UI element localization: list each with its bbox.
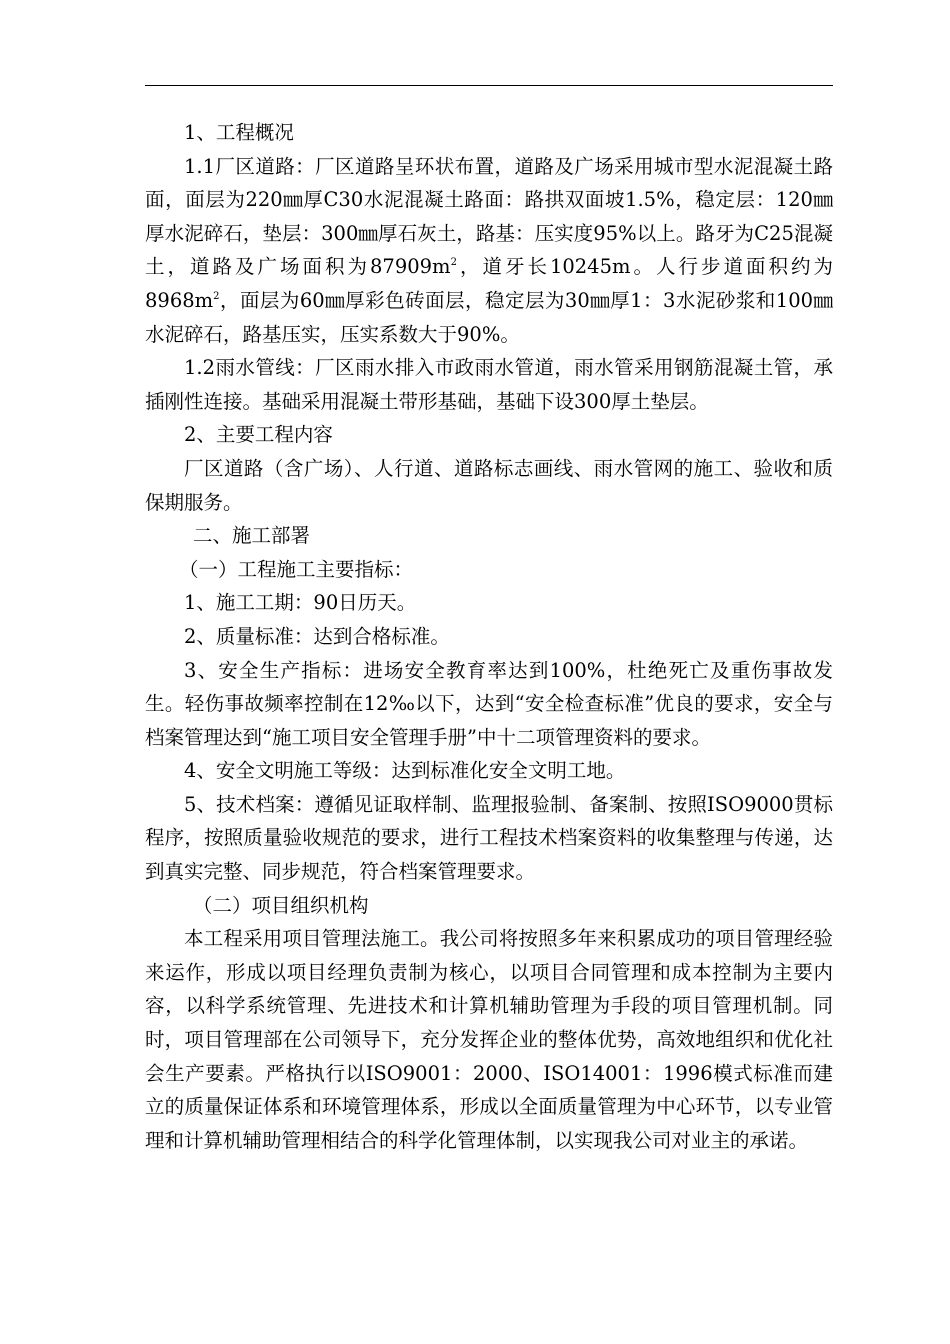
paragraph-rainwater-pipeline: 1.2雨水管线：厂区雨水排入市政雨水管道，雨水管采用钢筋混凝土管，承插刚性连接。基础采用混凝土带形基础，基础下设300厚土垫层。 xyxy=(145,356,833,413)
indicator-technical-archives: 5、技术档案：遵循见证取样制、监理报验制、备案制、按照ISO9000贯标程序，按照质量验收规范的要求，进行工程技术档案资料的收集整理与传递，达到真实完整、同步规范，符合档案管理要求。 xyxy=(145,792,833,884)
paragraph-plant-roads xyxy=(145,150,833,352)
indicator-quality: 2、质量标准：达到合格标准。 xyxy=(184,624,450,648)
indicator-safety: 3、安全生产指标：进场安全教育率达到100%，杜绝死亡及重伤事故发生。轻伤事故频率控制在12‰以下，达到“安全检查标准”优良的要求，安全与档案管理达到“施工项目安全管理手册”中十二项管理资料的要求。 xyxy=(145,658,833,749)
header-rule xyxy=(145,85,833,86)
subsection-heading-main-indicators: （一）工程施工主要指标： xyxy=(179,557,414,581)
section-heading-main-works: 2、主要工程内容 xyxy=(184,423,333,447)
superscript-area-unit-1: 2 xyxy=(450,257,457,269)
subsection-heading-project-organization: （二）项目组织机构 xyxy=(193,893,369,917)
section-heading-construction-deployment: 二、施工部署 xyxy=(193,524,311,548)
plant-roads-text-1: 1.1厂区道路：厂区道路呈环状布置，道路及广场采用城市型水泥混凝土路面，面层为220㎜厚C30水泥混凝土路面：路拱双面坡1.5%，稳定层：120㎜厚水泥碎石，垫层：300㎜厚石灰土，路基：压实度95%以上。路牙为C25混凝土，道路及广场面积为87909m xyxy=(145,154,833,279)
paragraph-main-works: 厂区道路（含广场）、人行道、道路标志画线、雨水管网的施工、验收和质保期服务。 xyxy=(145,456,833,514)
indicator-civilized-construction: 4、安全文明施工等级：达到标准化安全文明工地。 xyxy=(184,759,626,783)
document-body xyxy=(145,116,833,1157)
section-heading-project-overview: 1、工程概况 xyxy=(184,121,294,144)
indicator-schedule: 1、施工工期：90日历天。 xyxy=(184,591,417,615)
superscript-area-unit-2: 2 xyxy=(213,290,220,302)
plant-roads-text-3: ，面层为60㎜厚彩色砖面层，稳定层为30㎜厚1：3水泥砂浆和100㎜水泥碎石，路基压实，压实系数大于90%。 xyxy=(145,288,833,346)
plant-roads-text-2: ，道牙长10245m。人行步道面积约为8968m xyxy=(145,255,833,312)
paragraph-project-organization: 本工程采用项目管理法施工。我公司将按照多年来积累成功的项目管理经验来运作，形成以项目经理负责制为核心，以项目合同管理和成本控制为主要内容，以科学系统管理、先进技术和计算机辅助管理为手段的项目管理机制。同时，项目管理部在公司领导下，充分发挥企业的整体优势，高效地组织和优化社会生产要素。严格执行以ISO9001：2000、ISO14001：1996模式标准而建立的质量保证体系和环境管理体系，形成以全面质量管理为中心环节，以专业管理和计算机辅助管理相结合的科学化管理体制，以实现我公司对业主的承诺。 xyxy=(145,927,833,1152)
